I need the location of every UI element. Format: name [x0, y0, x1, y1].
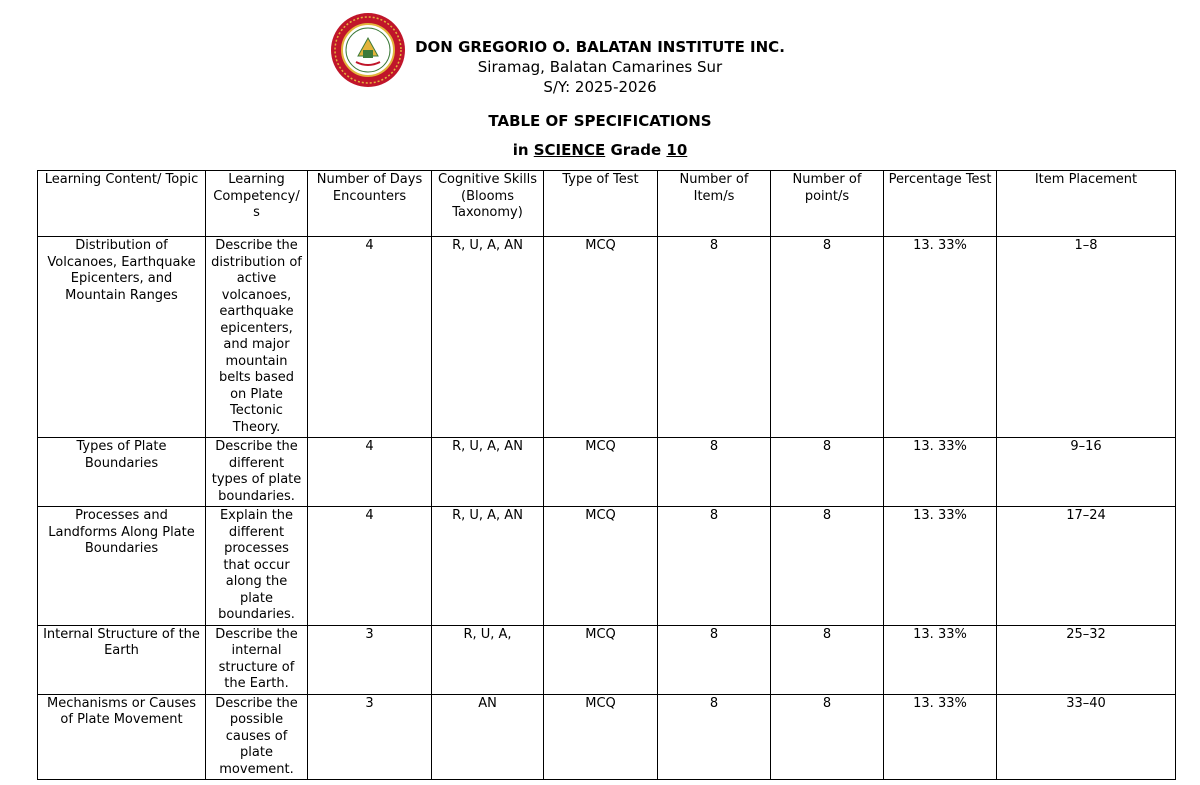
- table-header-row: [38, 171, 1176, 237]
- table-cell: AN: [432, 694, 544, 780]
- column-header: Number of Item/s: [658, 171, 771, 237]
- table-cell: 8: [771, 507, 884, 626]
- table-cell: Describe the internal structure of the Earth.: [206, 625, 308, 694]
- table-cell: 3: [308, 625, 432, 694]
- table-cell: R, U, A, AN: [432, 438, 544, 507]
- column-header: Cognitive Skills (Blooms Taxonomy): [432, 171, 544, 237]
- table-cell: 8: [658, 438, 771, 507]
- table-cell: Processes and Landforms Along Plate Boundaries: [38, 507, 206, 626]
- table-cell: R, U, A, AN: [432, 507, 544, 626]
- table-cell: 8: [771, 438, 884, 507]
- subject-name: SCIENCE: [533, 141, 606, 159]
- table-cell: MCQ: [544, 507, 658, 626]
- column-header: Learning Competency/ s: [206, 171, 308, 237]
- table-cell: 3: [308, 694, 432, 780]
- table-cell: MCQ: [544, 694, 658, 780]
- table-row: [38, 237, 1176, 438]
- table-row: [38, 694, 1176, 780]
- table-cell: Mechanisms or Causes of Plate Movement: [38, 694, 206, 780]
- table-cell: 8: [771, 694, 884, 780]
- table-row: [38, 438, 1176, 507]
- table-cell: Types of Plate Boundaries: [38, 438, 206, 507]
- school-address: Siramag, Balatan Camarines Sur: [477, 58, 723, 76]
- table-cell: 13. 33%: [884, 438, 997, 507]
- subject-prefix: in: [512, 141, 529, 159]
- table-cell: 8: [771, 625, 884, 694]
- grade-label: Grade: [610, 141, 662, 159]
- table-cell: 8: [658, 237, 771, 438]
- column-header: Number of Days Encounters: [308, 171, 432, 237]
- table-cell: MCQ: [544, 237, 658, 438]
- specifications-table: [37, 170, 1176, 780]
- table-cell: MCQ: [544, 625, 658, 694]
- table-cell: 8: [658, 625, 771, 694]
- table-cell: 9–16: [997, 438, 1176, 507]
- table-cell: 8: [658, 507, 771, 626]
- table-row: [38, 625, 1176, 694]
- table-cell: 4: [308, 438, 432, 507]
- table-row: [38, 507, 1176, 626]
- subject-line: [0, 141, 1200, 159]
- table-cell: 13. 33%: [884, 625, 997, 694]
- school-year: S/Y: 2025-2026: [543, 78, 657, 96]
- table-cell: 8: [771, 237, 884, 438]
- table-cell: R, U, A, AN: [432, 237, 544, 438]
- table-cell: Internal Structure of the Earth: [38, 625, 206, 694]
- school-name: DON GREGORIO O. BALATAN INSTITUTE INC.: [415, 38, 785, 56]
- column-header: Percentage Test: [884, 171, 997, 237]
- table-cell: 25–32: [997, 625, 1176, 694]
- table-cell: 13. 33%: [884, 507, 997, 626]
- column-header: Item Placement: [997, 171, 1176, 237]
- document-title: TABLE OF SPECIFICATIONS: [488, 112, 712, 130]
- table-cell: 17–24: [997, 507, 1176, 626]
- table-cell: Distribution of Volcanoes, Earthquake Epicenters, and Mountain Ranges: [38, 237, 206, 438]
- table-cell: Describe the different types of plate boundaries.: [206, 438, 308, 507]
- column-header: Number of point/s: [771, 171, 884, 237]
- table-cell: 8: [658, 694, 771, 780]
- table-cell: Describe the distribution of active volcanoes, earthquake epicenters, and major mountain belts based on Plate Tectonic Theory.: [206, 237, 308, 438]
- column-header: Type of Test: [544, 171, 658, 237]
- table-cell: R, U, A,: [432, 625, 544, 694]
- document-header: [380, 37, 820, 97]
- table-cell: 1–8: [997, 237, 1176, 438]
- table-cell: 33–40: [997, 694, 1176, 780]
- table-cell: Describe the possible causes of plate movement.: [206, 694, 308, 780]
- table-cell: MCQ: [544, 438, 658, 507]
- table-cell: Explain the different processes that occur along the plate boundaries.: [206, 507, 308, 626]
- table-cell: 4: [308, 507, 432, 626]
- grade-number: 10: [666, 141, 688, 159]
- table-cell: 4: [308, 237, 432, 438]
- table-cell: 13. 33%: [884, 237, 997, 438]
- column-header: Learning Content/ Topic: [38, 171, 206, 237]
- table-cell: 13. 33%: [884, 694, 997, 780]
